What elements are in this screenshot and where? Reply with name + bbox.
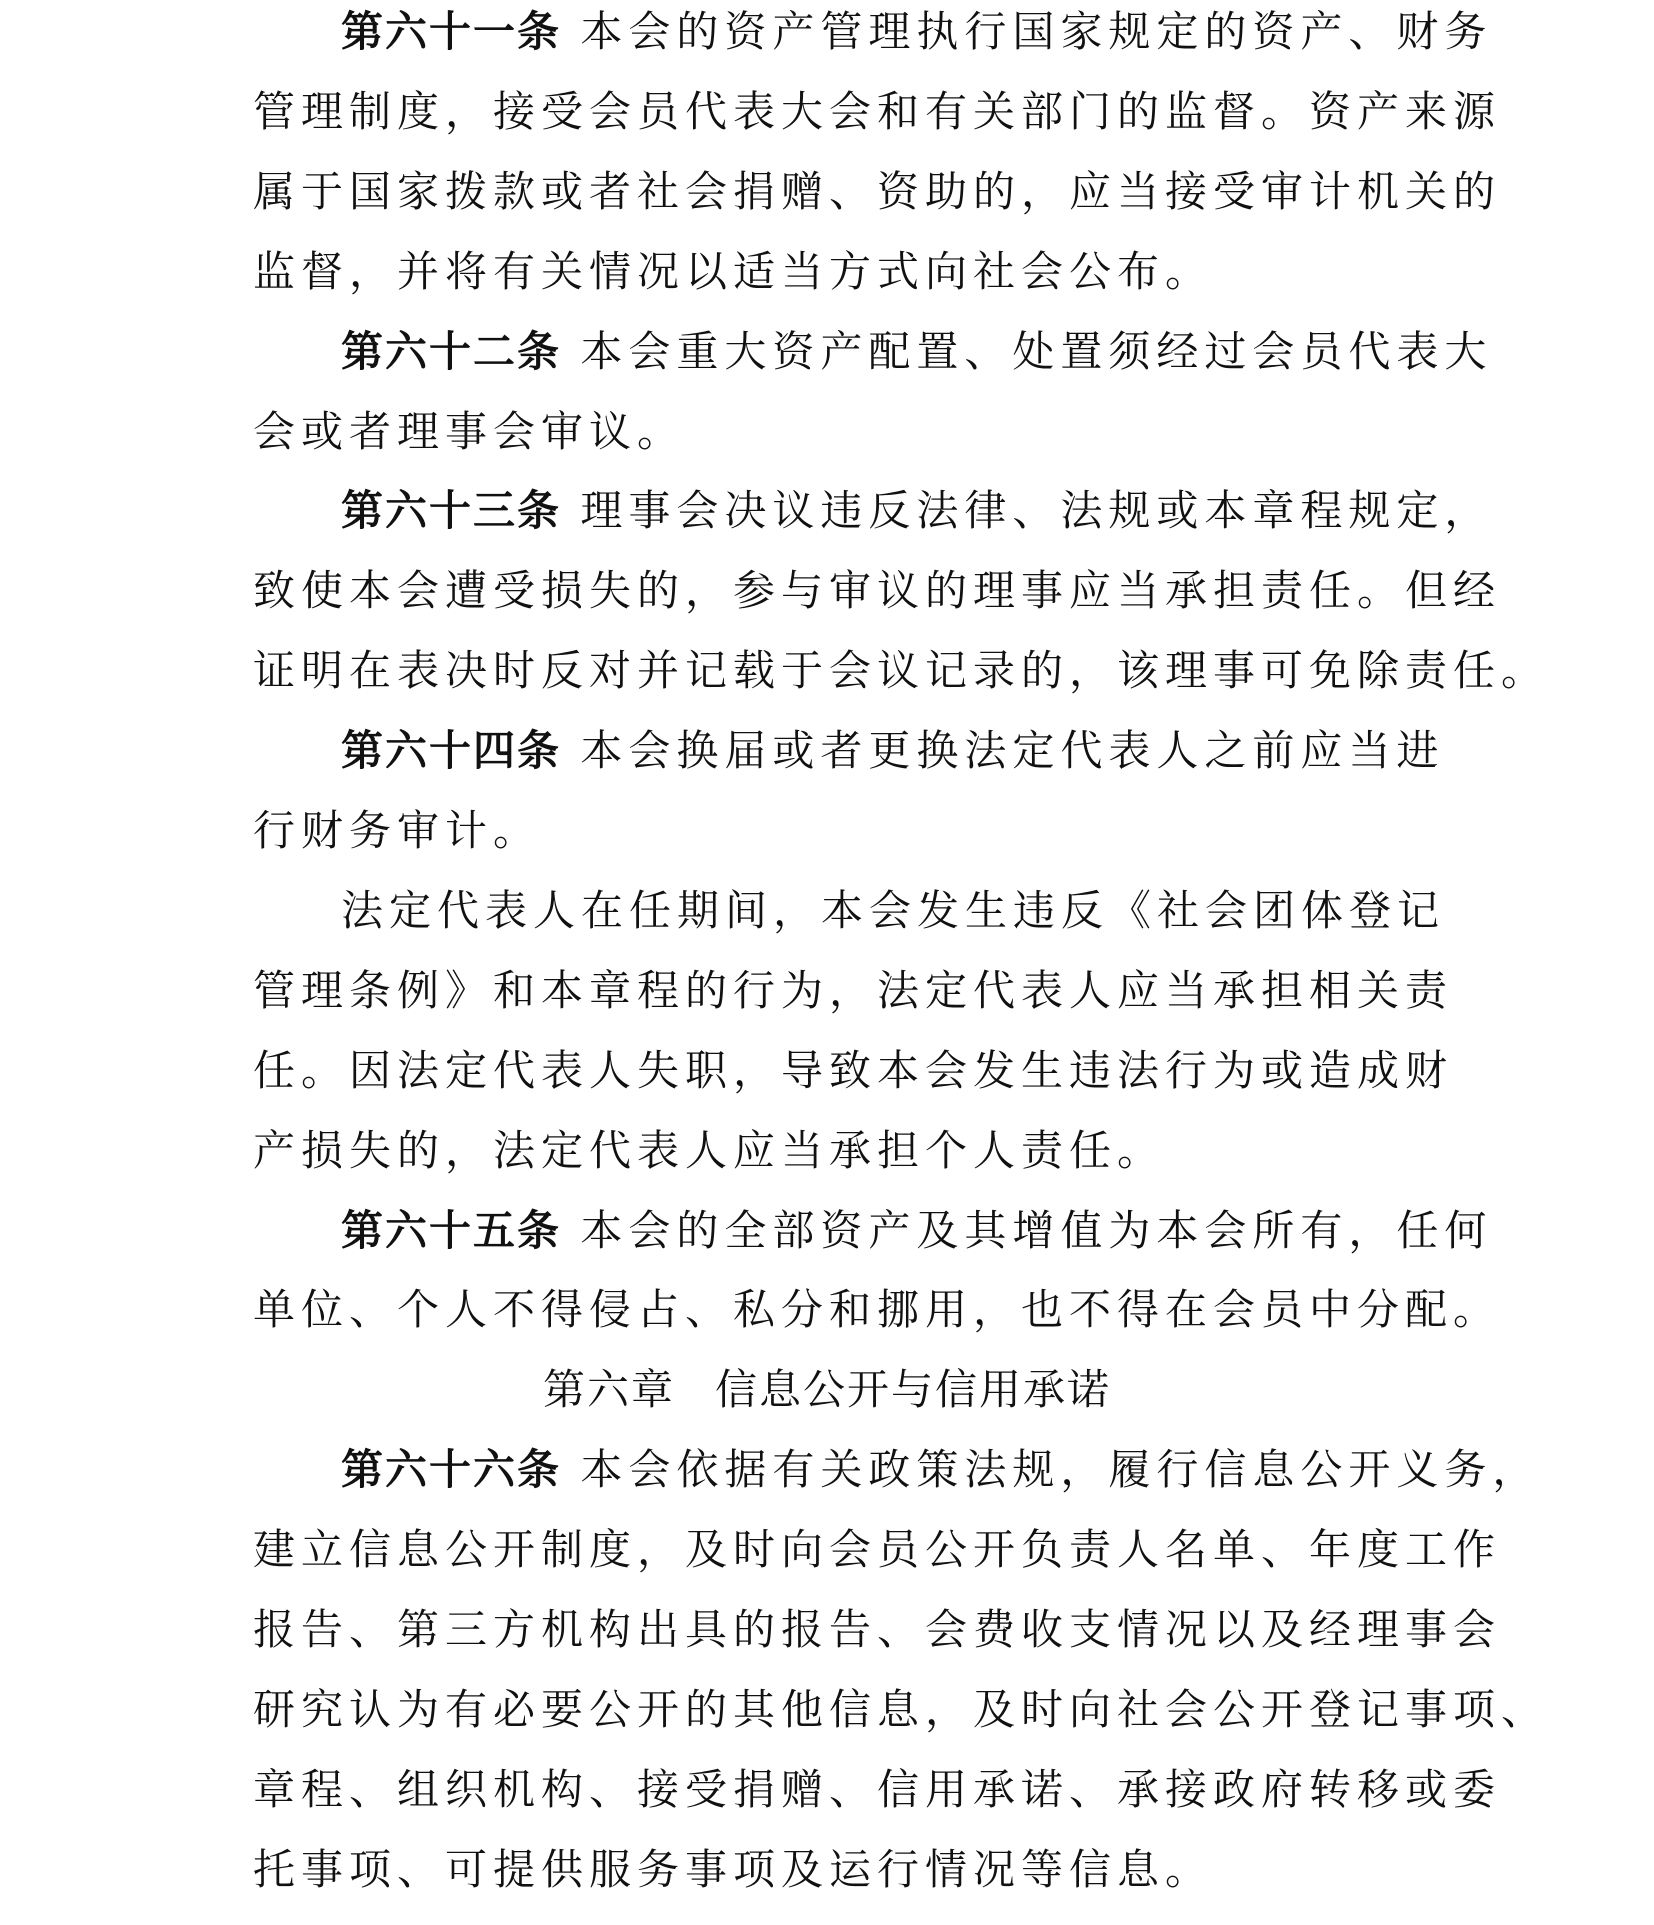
article-66-line-3: 报告、第三方机构出具的报告、会费收支情况以及经理事会 (253, 1605, 1502, 1654)
article-63-line-2: 致使本会遭受损失的，参与审议的理事应当承担责任。但经 (253, 566, 1502, 615)
article-61-line-1 (341, 4, 1492, 60)
article-text: 本会的资产管理执行国家规定的资产、财务 (580, 7, 1493, 56)
article-number: 第六十三条 (341, 486, 562, 535)
article-61-line-3: 属于国家拨款或者社会捐赠、资助的，应当接受审计机关的 (253, 167, 1502, 216)
article-number: 第六十六条 (341, 1445, 562, 1494)
article-number: 第六十四条 (341, 726, 562, 775)
article-number: 第六十二条 (341, 327, 562, 376)
article-62-line-2: 会或者理事会审议。 (253, 407, 686, 456)
article-61-line-4: 监督，并将有关情况以适当方式向社会公布。 (253, 247, 1214, 296)
article-text: 本会依据有关政策法规，履行信息公开义务， (580, 1445, 1541, 1494)
chapter-title: 信息公开与信用承诺 (715, 1365, 1112, 1414)
article-text: 理事会决议违反法律、法规或本章程规定， (580, 486, 1493, 535)
article-text: 本会重大资产配置、处置须经过会员代表大 (580, 327, 1493, 376)
article-63-line-3: 证明在表决时反对并记载于会议记录的，该理事可免除责任。 (253, 646, 1550, 695)
article-66-line-5: 章程、组织机构、接受捐赠、信用承诺、承接政府转移或委 (253, 1765, 1502, 1814)
article-66-line-1 (341, 1442, 1540, 1498)
article-63-line-1 (341, 483, 1492, 539)
article-66-line-2: 建立信息公开制度，及时向会员公开负责人名单、年度工作 (253, 1525, 1502, 1574)
chapter-heading (0, 1362, 1654, 1418)
article-64-para-2-line-2: 管理条例》和本章程的行为，法定代表人应当承担相关责 (253, 966, 1454, 1015)
article-number: 第六十一条 (341, 7, 562, 56)
article-65-line-1 (341, 1203, 1492, 1259)
article-66-line-4: 研究认为有必要公开的其他信息，及时向社会公开登记事项、 (253, 1685, 1550, 1734)
article-text: 本会的全部资产及其增值为本会所有，任何 (580, 1206, 1493, 1255)
article-number: 第六十五条 (341, 1206, 562, 1255)
article-64-line-1 (341, 723, 1444, 779)
article-64-para-2-line-4: 产损失的，法定代表人应当承担个人责任。 (253, 1126, 1166, 1175)
article-64-para-2-line-1: 法定代表人在任期间，本会发生违反《社会团体登记 (341, 886, 1446, 935)
article-61-line-2: 管理制度，接受会员代表大会和有关部门的监督。资产来源 (253, 87, 1502, 136)
article-65-line-2: 单位、个人不得侵占、私分和挪用，也不得在会员中分配。 (253, 1285, 1502, 1334)
article-64-para-2-line-3: 任。因法定代表人失职，导致本会发生违法行为或造成财 (253, 1046, 1454, 1095)
article-text: 本会换届或者更换法定代表人之前应当进 (580, 726, 1445, 775)
article-64-line-2: 行财务审计。 (253, 806, 542, 855)
chapter-number: 第六章 (542, 1365, 675, 1414)
article-62-line-1 (341, 324, 1492, 380)
article-66-line-6: 托事项、可提供服务事项及运行情况等信息。 (253, 1845, 1214, 1894)
